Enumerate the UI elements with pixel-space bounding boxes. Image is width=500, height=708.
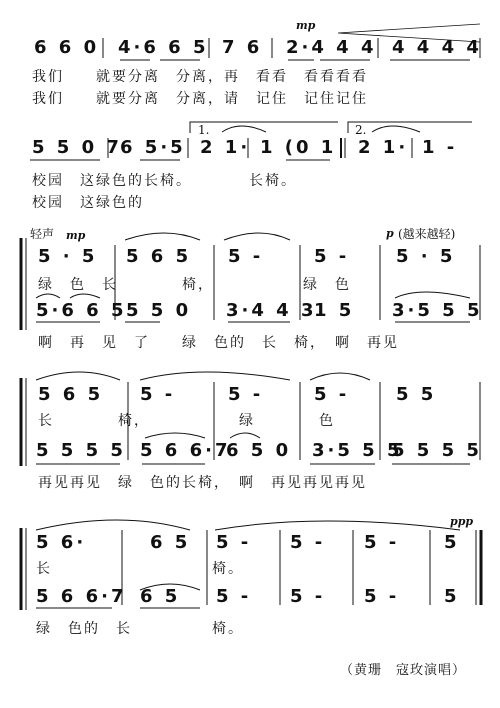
measure: 3·5 5 5 xyxy=(312,440,403,461)
dynamic-mark: ppp xyxy=(450,515,474,528)
measure: 5 6 6·7 xyxy=(36,586,127,607)
slur xyxy=(215,521,460,530)
slur xyxy=(145,433,205,438)
measure: 5 xyxy=(444,586,460,607)
measure: 5 - xyxy=(290,532,326,553)
lyric-line: 长 椅。 xyxy=(36,561,244,577)
performer-credit: （黄珊 寇玫演唱） xyxy=(340,663,467,678)
measure: 5 - xyxy=(290,586,326,607)
lyric-line: 再见再见 绿 色的长椅， 啊 再见再见再见 xyxy=(38,475,367,491)
lyric-line: 我们 就要分离 分离，再 看看 看看看看 xyxy=(32,69,368,85)
measure: 6 5 xyxy=(150,532,191,553)
measure: 5 5 0 7 xyxy=(32,137,122,158)
measure: 6 6 0 xyxy=(34,37,100,58)
lyric-line: 绿 色 长 椅， 绿 色 xyxy=(38,277,351,293)
lyric-line: 长 椅， 绿 色 xyxy=(38,413,335,429)
measure: 5 5 0 xyxy=(126,300,192,321)
measure: 5·6 6 5 xyxy=(36,300,127,321)
slur xyxy=(140,372,290,380)
measure: 5 - xyxy=(364,532,400,553)
measure: 5 - xyxy=(216,532,252,553)
measure: 5 · 5 xyxy=(396,246,456,267)
slur xyxy=(125,233,200,240)
measure: 7 6 xyxy=(222,37,263,58)
measure: 5 · 5 xyxy=(38,246,98,267)
measure: 5 - xyxy=(140,384,176,405)
measure: 5 - xyxy=(228,384,264,405)
dynamic-mark: mp xyxy=(66,229,86,242)
slur xyxy=(395,292,470,298)
measure: 5 - xyxy=(314,246,350,267)
measure: 1 5 xyxy=(314,300,355,321)
measure: 2 1· xyxy=(200,137,251,158)
dynamic-mark: mp xyxy=(296,19,316,32)
volta-label: 1. xyxy=(198,123,210,137)
soft-label: 轻声 xyxy=(30,227,55,241)
slur xyxy=(230,433,260,438)
measure: 5 - xyxy=(364,586,400,607)
measure: 2·4 4 4 xyxy=(286,37,377,58)
measure: 5 5 xyxy=(396,384,437,405)
measure: 5 xyxy=(444,532,460,553)
lyric-line: 我们 就要分离 分离，请 记住 记住记住 xyxy=(32,91,368,107)
slur xyxy=(70,294,100,298)
measure: 5 6 6·7 xyxy=(140,440,231,461)
slur xyxy=(36,372,120,380)
measure: 6 5·5 xyxy=(120,137,186,158)
measure: 4 4 4 4 xyxy=(392,37,482,58)
slur xyxy=(36,520,190,530)
measure: 1 - xyxy=(422,137,458,158)
lyric-line: 校园 这绿色的 xyxy=(32,195,144,211)
measure: 5 6· xyxy=(36,532,87,553)
expression-mark: (越来越轻) xyxy=(398,227,456,241)
measure: 5 - xyxy=(314,384,350,405)
measure: 5 - xyxy=(228,246,264,267)
measure: 6 5 0 xyxy=(226,440,292,461)
measure: 1 (0 1 xyxy=(260,137,337,158)
slur xyxy=(310,373,370,380)
slur xyxy=(36,294,60,298)
slur xyxy=(224,233,290,240)
slur xyxy=(372,126,420,132)
lyric-line: 绿 色的 长 椅。 xyxy=(36,621,244,637)
measure: 5 6 5 xyxy=(126,246,192,267)
measure: 5 - xyxy=(216,586,252,607)
measure: 5 5 5 5 xyxy=(36,440,126,461)
measure: 5 5 5 5 xyxy=(392,440,482,461)
slur xyxy=(222,126,266,132)
measure: 3·5 5 5 xyxy=(392,300,483,321)
measure: 5 6 5 xyxy=(38,384,104,405)
lyric-line: 校园 这绿色的长椅。 长椅。 xyxy=(32,173,297,189)
measure: 4·6 6 5 xyxy=(118,37,209,58)
lyric-line: 啊 再 见 了 绿 色的 长 椅， 啊 再见 xyxy=(38,335,399,351)
volta-bracket xyxy=(348,122,472,133)
dynamic-mark: p xyxy=(386,227,394,240)
volta-label: 2. xyxy=(355,123,367,137)
measure: 2 1· xyxy=(358,137,409,158)
measure: 3·4 4 3 xyxy=(226,300,317,321)
measure: 6 5 xyxy=(140,586,181,607)
